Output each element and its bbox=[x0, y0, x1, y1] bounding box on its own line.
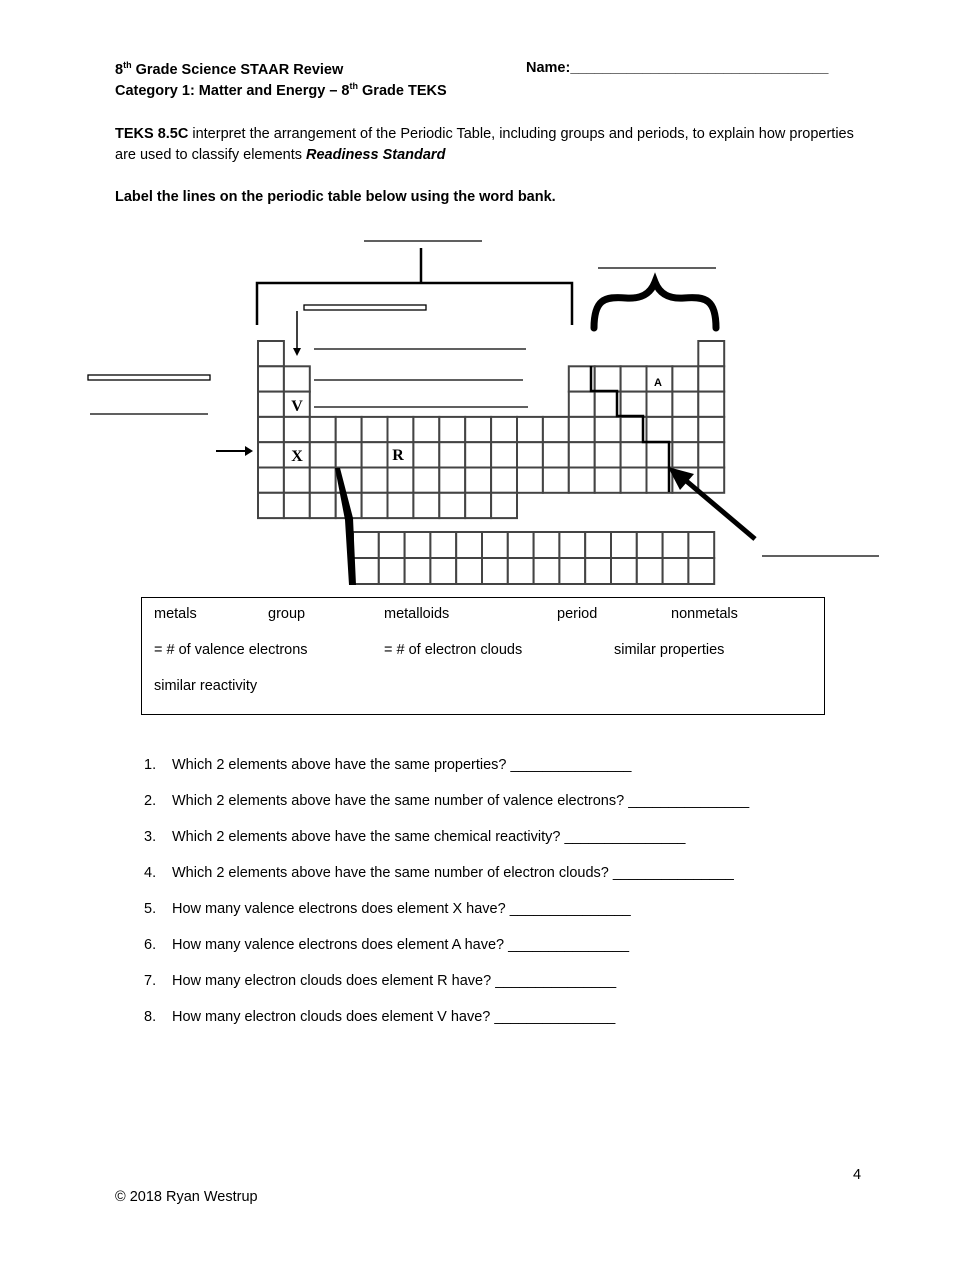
question-4[interactable]: 4. Which 2 elements above have the same number of electron clouds? _______________ bbox=[144, 865, 734, 881]
table-cell bbox=[534, 558, 560, 584]
table-cell bbox=[621, 366, 647, 391]
table-cell bbox=[543, 417, 569, 442]
table-cell bbox=[413, 493, 439, 518]
table-cell bbox=[672, 442, 698, 467]
periodic-table-diagram bbox=[0, 225, 979, 590]
question-2[interactable]: 2. Which 2 elements above have the same number of valence electrons? _______________ bbox=[144, 793, 750, 809]
table-cell bbox=[284, 417, 310, 442]
table-cell bbox=[362, 493, 388, 518]
table-cell bbox=[430, 532, 456, 558]
table-cell bbox=[595, 417, 621, 442]
table-cell bbox=[465, 442, 491, 467]
instruction: Label the lines on the periodic table below using the word bank. bbox=[115, 189, 556, 205]
word-metals: metals bbox=[154, 606, 197, 622]
table-cell bbox=[430, 558, 456, 584]
table-cell bbox=[698, 392, 724, 417]
table-cell bbox=[491, 417, 517, 442]
table-cell bbox=[465, 493, 491, 518]
table-cell bbox=[482, 558, 508, 584]
table-cell bbox=[310, 468, 336, 493]
table-cell bbox=[543, 442, 569, 467]
bracket-group bbox=[257, 248, 572, 325]
element-r: R bbox=[392, 447, 404, 464]
table-cell bbox=[672, 392, 698, 417]
question-7[interactable]: 7. How many electron clouds does element R have? _______________ bbox=[144, 973, 617, 989]
table-cell bbox=[439, 417, 465, 442]
table-cell bbox=[698, 341, 724, 366]
word-valence: = # of valence electrons bbox=[154, 642, 308, 658]
table-cell bbox=[439, 468, 465, 493]
table-cell bbox=[413, 417, 439, 442]
table-cell bbox=[405, 558, 431, 584]
table-cell bbox=[611, 558, 637, 584]
table-cell bbox=[465, 468, 491, 493]
table-cell bbox=[621, 468, 647, 493]
table-cell bbox=[698, 366, 724, 391]
question-8[interactable]: 8. How many electron clouds does element V have? _______________ bbox=[144, 1009, 616, 1025]
table-cell bbox=[621, 392, 647, 417]
table-cell bbox=[569, 392, 595, 417]
table-cell bbox=[517, 417, 543, 442]
table-cell bbox=[353, 532, 379, 558]
word-nonmetals: nonmetals bbox=[671, 606, 738, 622]
down-arrow bbox=[293, 348, 301, 356]
table-cell bbox=[611, 532, 637, 558]
table-cell bbox=[595, 442, 621, 467]
table-cell bbox=[258, 417, 284, 442]
question-3[interactable]: 3. Which 2 elements above have the same chemical reactivity? _______________ bbox=[144, 829, 686, 845]
word-metalloids: metalloids bbox=[384, 606, 450, 622]
question-6[interactable]: 6. How many valence electrons does element A have? _______________ bbox=[144, 937, 630, 953]
table-cell bbox=[491, 468, 517, 493]
worksheet-title: 8th Grade Science STAAR Review bbox=[115, 60, 344, 78]
table-cell bbox=[456, 532, 482, 558]
name-field-label: Name:________________________________ bbox=[526, 60, 829, 76]
table-cell bbox=[258, 341, 284, 366]
double-line-left bbox=[88, 375, 210, 380]
word-period: period bbox=[557, 606, 598, 622]
table-cell bbox=[362, 442, 388, 467]
copyright: © 2018 Ryan Westrup bbox=[115, 1189, 258, 1205]
table-cell bbox=[672, 366, 698, 391]
table-cell bbox=[517, 468, 543, 493]
table-cell bbox=[663, 532, 689, 558]
table-cell bbox=[508, 558, 534, 584]
table-cell bbox=[543, 468, 569, 493]
table-cell bbox=[637, 532, 663, 558]
table-cell bbox=[698, 417, 724, 442]
word-similar-properties: similar properties bbox=[614, 642, 725, 658]
table-cell bbox=[491, 493, 517, 518]
table-cell bbox=[595, 366, 621, 391]
table-cell bbox=[663, 558, 689, 584]
table-cell bbox=[336, 442, 362, 467]
table-cell bbox=[388, 493, 414, 518]
table-cell bbox=[569, 417, 595, 442]
table-cell bbox=[569, 442, 595, 467]
table-cell bbox=[388, 417, 414, 442]
table-cell bbox=[362, 468, 388, 493]
table-cell bbox=[439, 442, 465, 467]
table-cell bbox=[637, 558, 663, 584]
table-cell bbox=[336, 417, 362, 442]
table-cell bbox=[379, 558, 405, 584]
table-cell bbox=[284, 468, 310, 493]
table-cell bbox=[310, 417, 336, 442]
table-cell bbox=[353, 558, 379, 584]
table-cell bbox=[534, 532, 560, 558]
table-cell bbox=[647, 417, 673, 442]
table-cell bbox=[405, 532, 431, 558]
element-a: A bbox=[654, 377, 662, 389]
table-cell bbox=[310, 493, 336, 518]
teks-code: TEKS 8.5C bbox=[115, 126, 189, 142]
curly-brace bbox=[594, 282, 716, 328]
table-cell bbox=[517, 442, 543, 467]
question-1[interactable]: 1. Which 2 elements above have the same properties? _______________ bbox=[144, 757, 632, 773]
name-blank[interactable]: ________________________________ bbox=[570, 60, 829, 76]
table-cell bbox=[688, 558, 714, 584]
element-v: V bbox=[291, 398, 303, 415]
table-cell bbox=[559, 558, 585, 584]
table-cell bbox=[585, 532, 611, 558]
table-cell bbox=[379, 532, 405, 558]
table-cell bbox=[284, 366, 310, 391]
table-cell bbox=[456, 558, 482, 584]
table-cell bbox=[258, 468, 284, 493]
table-cell bbox=[258, 442, 284, 467]
table-cell bbox=[258, 366, 284, 391]
word-group: group bbox=[268, 606, 306, 622]
table-cell bbox=[559, 532, 585, 558]
word-clouds: = # of electron clouds bbox=[384, 642, 523, 658]
table-cell bbox=[258, 493, 284, 518]
element-x: X bbox=[291, 448, 303, 465]
right-arrow bbox=[245, 446, 253, 456]
table-cell bbox=[491, 442, 517, 467]
table-cell bbox=[284, 493, 310, 518]
word-similar-reactivity: similar reactivity bbox=[154, 678, 258, 694]
table-cell bbox=[310, 442, 336, 467]
teks-statement: TEKS 8.5C interpret the arrangement of the Periodic Table, including groups and periods, to explain how properties are used to classify elements Readiness Standard bbox=[115, 126, 854, 163]
category-title: Category 1: Matter and Energy – 8th Grade TEKS bbox=[115, 81, 447, 99]
table-cell bbox=[698, 468, 724, 493]
table-cell bbox=[413, 468, 439, 493]
table-cell bbox=[595, 468, 621, 493]
table-cell bbox=[482, 532, 508, 558]
table-cell bbox=[362, 417, 388, 442]
table-cell bbox=[647, 392, 673, 417]
table-cell bbox=[569, 468, 595, 493]
readiness-standard: Readiness Standard bbox=[306, 147, 446, 163]
double-line-bar bbox=[304, 305, 426, 310]
table-cell bbox=[388, 468, 414, 493]
table-cell bbox=[688, 532, 714, 558]
table-cell bbox=[439, 493, 465, 518]
page-number: 4 bbox=[853, 1167, 862, 1183]
table-cell bbox=[698, 442, 724, 467]
table-cell bbox=[508, 532, 534, 558]
table-cell bbox=[585, 558, 611, 584]
table-cell bbox=[672, 417, 698, 442]
question-5[interactable]: 5. How many valence electrons does element X have? _______________ bbox=[144, 901, 631, 917]
table-cell bbox=[465, 417, 491, 442]
table-cell bbox=[621, 442, 647, 467]
table-cell bbox=[413, 442, 439, 467]
table-cell bbox=[258, 392, 284, 417]
